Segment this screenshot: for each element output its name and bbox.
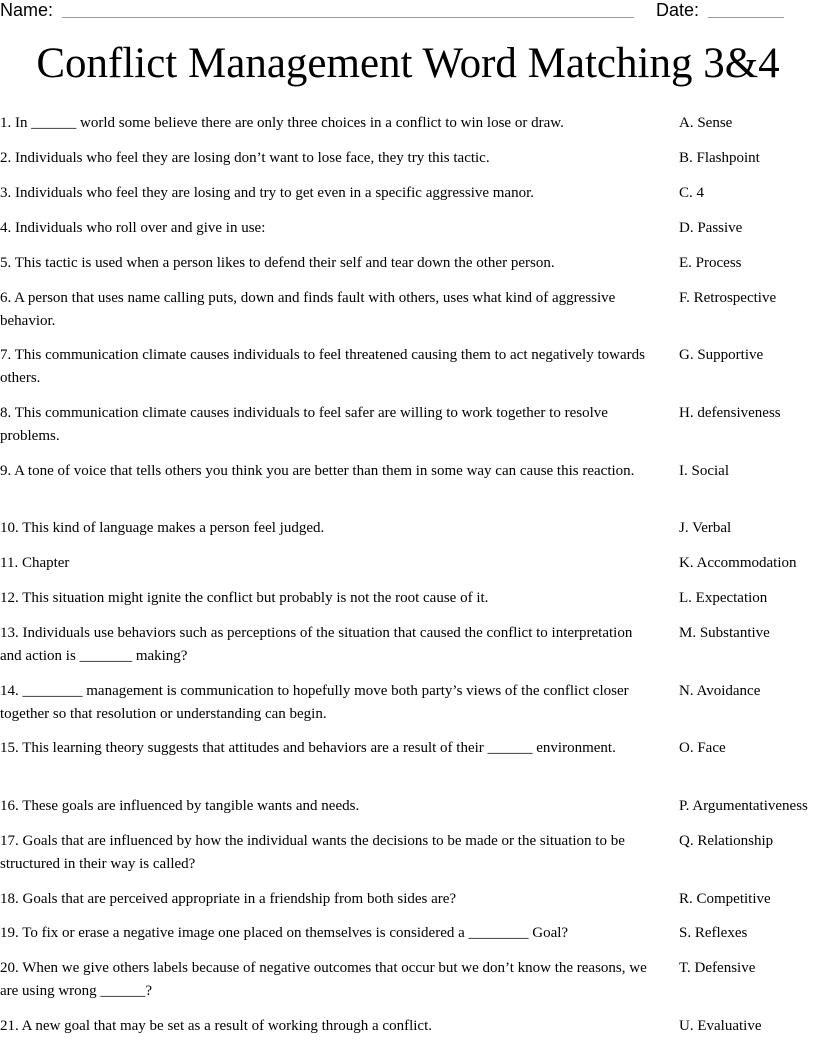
name-label: Name:	[0, 0, 54, 20]
question-text: 1. In ______ world some believe there are only three choices in a conflict to win lose or draw.	[0, 115, 564, 131]
answer-option: I. Social	[679, 463, 729, 479]
answer-option: Q. Relationship	[679, 833, 774, 849]
question-text: 19. To fix or erase a negative image one placed on themselves is considered a ________ Goal?	[0, 925, 569, 941]
date-label: Date:	[656, 0, 700, 20]
answer-option: B. Flashpoint	[679, 150, 760, 166]
question-text: 6. A person that uses name calling puts, down and finds fault with others, uses what kind of aggressive behavior.	[0, 290, 616, 329]
answer-option: C. 4	[679, 185, 705, 201]
question-text: 11. Chapter	[0, 555, 70, 571]
answer-option: H. defensiveness	[679, 405, 781, 421]
page-title: Conflict Management Word Matching 3&4	[36, 40, 780, 87]
date-field[interactable]	[708, 17, 784, 18]
answer-option: F. Retrospective	[679, 290, 777, 306]
answer-option: L. Expectation	[679, 590, 768, 606]
question-text: 15. This learning theory suggests that attitudes and behaviors are a result of their ______ environment.	[0, 740, 616, 756]
question-text: 12. This situation might ignite the conflict but probably is not the root cause of it.	[0, 590, 489, 606]
question-text: 21. A new goal that may be set as a result of working through a conflict.	[0, 1018, 432, 1034]
answer-option: U. Evaluative	[679, 1018, 762, 1034]
question-text: 14. ________ management is communication to hopefully move both party’s views of the conflict closer together so that resolution or understanding can begin.	[0, 683, 629, 722]
answer-option: D. Passive	[679, 220, 743, 236]
answer-option: A. Sense	[679, 115, 733, 131]
question-text: 13. Individuals use behaviors such as perceptions of the situation that caused the conflict to interpretation and action is _______ making?	[0, 625, 633, 664]
answer-option: M. Substantive	[679, 625, 770, 641]
question-text: 16. These goals are influenced by tangible wants and needs.	[0, 798, 360, 814]
question-text: 4. Individuals who roll over and give in use:	[0, 220, 266, 236]
question-text: 9. A tone of voice that tells others you think you are better than them in some way can cause this reaction.	[0, 463, 635, 479]
question-text: 18. Goals that are perceived appropriate in a friendship from both sides are?	[0, 891, 457, 907]
question-text: 10. This kind of language makes a person feel judged.	[0, 520, 325, 536]
answer-option: P. Argumentativeness	[679, 798, 808, 814]
question-text: 17. Goals that are influenced by how the individual wants the decisions to be made or the situation to be structured in their way is called?	[0, 833, 625, 872]
question-text: 3. Individuals who feel they are losing and try to get even in a specific aggressive manor.	[0, 185, 535, 201]
answer-option: E. Process	[679, 255, 742, 271]
answer-option: S. Reflexes	[679, 925, 748, 941]
answer-option: K. Accommodation	[679, 555, 797, 571]
answer-option: N. Avoidance	[679, 683, 761, 699]
answer-option: G. Supportive	[679, 347, 764, 363]
name-field[interactable]	[62, 17, 634, 18]
question-text: 2. Individuals who feel they are losing don’t want to lose face, they try this tactic.	[0, 150, 490, 166]
answer-option: T. Defensive	[679, 960, 756, 976]
question-text: 8. This communication climate causes individuals to feel safer are willing to work together to resolve problems.	[0, 405, 608, 444]
question-text: 5. This tactic is used when a person likes to defend their self and tear down the other person.	[0, 255, 555, 271]
question-text: 7. This communication climate causes individuals to feel threatened causing them to act negatively towards others.	[0, 347, 645, 386]
answer-option: O. Face	[679, 740, 726, 756]
answer-option: J. Verbal	[679, 520, 732, 536]
header	[0, 0, 816, 24]
question-text: 20. When we give others labels because of negative outcomes that occur but we don’t know the reasons, we are using wrong ______?	[0, 960, 647, 999]
answer-option: R. Competitive	[679, 891, 771, 907]
